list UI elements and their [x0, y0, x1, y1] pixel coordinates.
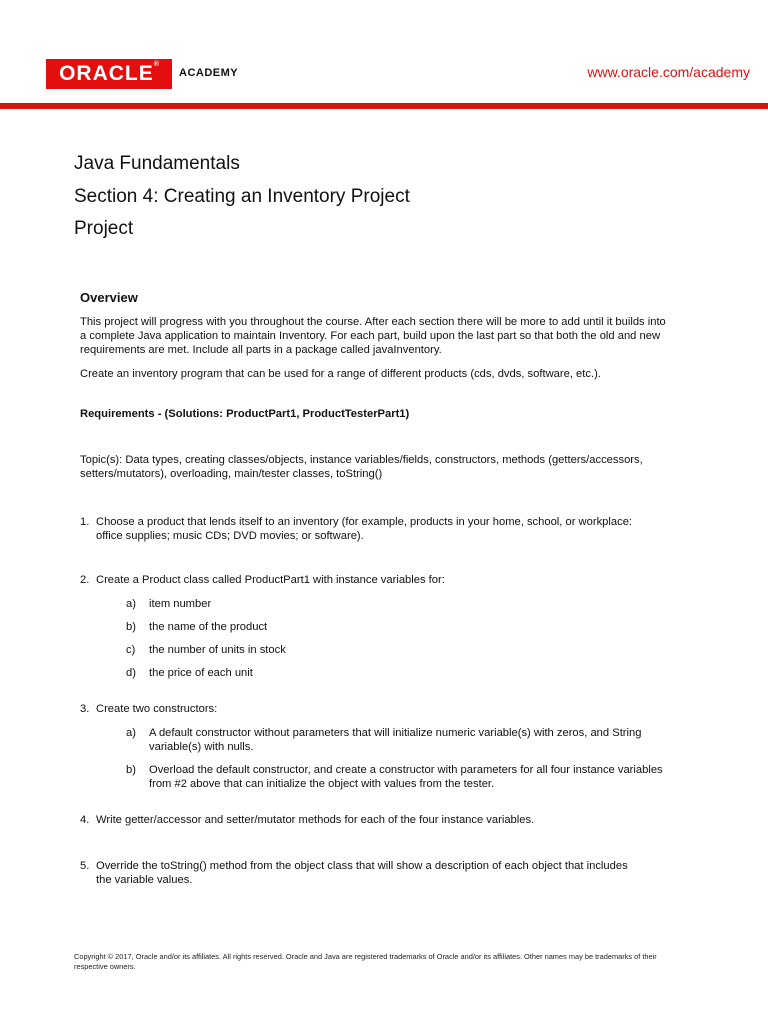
sub-item	[96, 726, 700, 754]
sub-text: Overload the default constructor, and create a constructor with parameters for all four instance variables	[149, 764, 663, 776]
section-title: Section 4: Creating an Inventory Project	[74, 186, 410, 207]
sub-text: the name of the product	[149, 621, 268, 633]
list-item	[80, 813, 700, 827]
sub-letter: a)	[126, 727, 136, 739]
item-number: 5.	[80, 860, 90, 872]
sub-letter: a)	[126, 598, 136, 610]
document-type-title: Project	[74, 218, 134, 239]
sub-item	[96, 763, 700, 791]
trademark-symbol: ®	[153, 61, 159, 68]
academy-label: ACADEMY	[179, 67, 239, 79]
topics-paragraph	[80, 453, 700, 481]
topics-line: Topic(s): Data types, creating classes/objects, instance variables/fields, constructors, methods (getters/accessors,	[80, 454, 643, 466]
topics-line: setters/mutators), overloading, main/tester classes, toString()	[80, 468, 383, 480]
list-item	[80, 515, 700, 543]
overview-line: requirements are met. Include all parts in a package called javaInventory.	[80, 344, 442, 356]
document-body	[80, 290, 700, 887]
inventory-paragraph: Create an inventory program that can be used for a range of different products (cds, dvds, software, etc.).	[80, 368, 601, 380]
sub-text: variable(s) with nulls.	[149, 741, 254, 753]
sub-text: the number of units in stock	[149, 644, 286, 656]
copyright-line: respective owners.	[74, 962, 136, 971]
sub-item	[96, 620, 700, 634]
sub-letter: b)	[126, 764, 136, 776]
overview-heading: Overview	[80, 290, 138, 305]
copyright-line: Copyright © 2017, Oracle and/or its affiliates. All rights reserved. Oracle and Java are registered trademarks of Oracle and/or its affiliates. Other names may be trademarks of their	[74, 952, 657, 961]
item-text: Write getter/accessor and setter/mutator methods for each of the four instance variables.	[96, 814, 535, 826]
requirements-heading: Requirements - (Solutions: ProductPart1, ProductTesterPart1)	[80, 408, 410, 420]
sub-text: A default constructor without parameters that will initialize numeric variable(s) with zeros, and String	[149, 727, 642, 739]
sub-item	[96, 643, 700, 657]
header-divider	[0, 103, 768, 109]
sub-text: the price of each unit	[149, 667, 253, 679]
sub-item	[96, 666, 700, 680]
sub-letter: d)	[126, 667, 136, 679]
item-number: 2.	[80, 574, 90, 586]
list-item	[80, 859, 700, 887]
overview-line: This project will progress with you throughout the course. After each section there will be more to add until it builds into	[80, 316, 666, 328]
course-title: Java Fundamentals	[74, 153, 240, 174]
sub-item	[96, 597, 700, 611]
overview-line: a complete Java application to maintain Inventory. For each part, build upon the last part so that both the old and new	[80, 330, 661, 342]
sub-list	[96, 726, 700, 791]
item-number: 3.	[80, 703, 90, 715]
sub-list	[96, 597, 700, 680]
oracle-logo-text: ORACLE	[59, 62, 154, 85]
overview-paragraph	[80, 315, 700, 357]
item-text: Create a Product class called ProductPart1 with instance variables for:	[96, 574, 445, 586]
item-text: office supplies; music CDs; DVD movies; or software).	[96, 530, 364, 542]
list-item	[80, 702, 700, 791]
list-item	[80, 573, 700, 680]
item-number: 1.	[80, 516, 90, 528]
copyright-footer	[74, 952, 694, 972]
sub-text: item number	[149, 598, 212, 610]
page-header	[0, 0, 768, 110]
item-number: 4.	[80, 814, 90, 826]
sub-letter: b)	[126, 621, 136, 633]
item-text: Create two constructors:	[96, 703, 218, 715]
oracle-logo	[46, 59, 172, 89]
sub-letter: c)	[126, 644, 136, 656]
item-text: the variable values.	[96, 874, 193, 886]
requirements-list	[80, 515, 700, 887]
sub-text: from #2 above that can initialize the object with values from the tester.	[149, 778, 495, 790]
item-text: Override the toString() method from the object class that will show a description of each object that includes	[96, 860, 628, 872]
academy-url-link[interactable]: www.oracle.com/academy	[587, 64, 750, 80]
item-text: Choose a product that lends itself to an inventory (for example, products in your home, school, or workplace:	[96, 516, 633, 528]
